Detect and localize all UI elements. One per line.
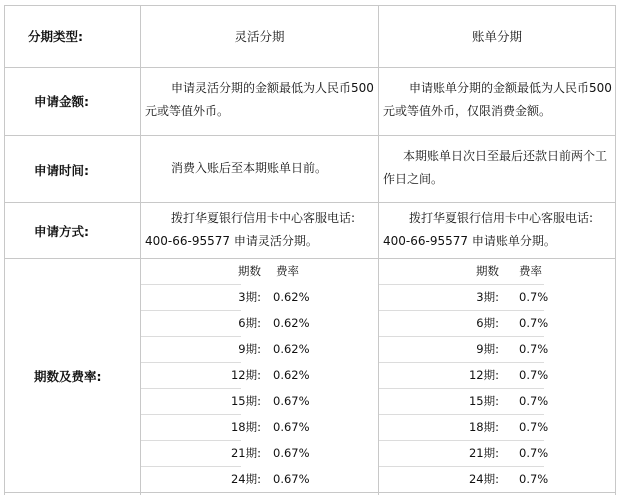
flexible-time-text: 消费入账后至本期账单日前。	[171, 161, 328, 175]
bill-installment-heading: 账单分期	[471, 29, 522, 44]
flexible-rate-row	[141, 284, 378, 310]
rate-value: 0.62%	[273, 342, 310, 356]
flexible-installment-heading: 灵活分期	[234, 29, 285, 44]
period-value: 6期:	[238, 316, 261, 330]
period-value: 21期:	[468, 446, 499, 460]
row-divider	[4, 67, 616, 68]
flexible-rate-row	[141, 440, 378, 466]
bill-rate-row	[379, 310, 615, 336]
rate-value: 0.62%	[273, 368, 310, 382]
bill-method-text: 拨打华夏银行信用卡中心客服电话: 400-66-95577 申请账单分期。	[383, 211, 594, 248]
period-column-header: 期数	[238, 264, 261, 278]
installment-type-label: 分期类型:	[28, 29, 83, 44]
period-value: 3期:	[476, 290, 499, 304]
rate-value: 0.7%	[519, 472, 549, 486]
rate-column-header: 费率	[276, 264, 299, 278]
rate-value: 0.67%	[273, 472, 310, 486]
rate-value: 0.62%	[273, 290, 310, 304]
time-label: 申请时间:	[34, 163, 89, 178]
period-value: 24期:	[230, 472, 261, 486]
bill-rate-row	[379, 466, 615, 492]
period-value: 6期:	[476, 316, 499, 330]
rate-value: 0.7%	[519, 394, 549, 408]
flexible-method-text: 拨打华夏银行信用卡中心客服电话: 400-66-95577 申请灵活分期。	[145, 211, 356, 248]
period-value: 12期:	[230, 368, 261, 382]
rate-value: 0.7%	[519, 290, 549, 304]
rate-column-header: 费率	[519, 264, 542, 278]
period-column-header: 期数	[476, 264, 499, 278]
flexible-amount-text: 申请灵活分期的金额最低为人民币500 元或等值外币。	[145, 81, 374, 118]
row-divider	[4, 135, 616, 136]
table-border-left	[4, 5, 5, 495]
rate-value: 0.7%	[519, 368, 549, 382]
period-value: 18期:	[230, 420, 261, 434]
flexible-rate-row	[141, 414, 378, 440]
rate-value: 0.7%	[519, 420, 549, 434]
flexible-rates-header	[141, 258, 378, 284]
bill-rate-row	[379, 388, 615, 414]
rate-value: 0.7%	[519, 316, 549, 330]
flexible-rate-row	[141, 362, 378, 388]
period-value: 9期:	[476, 342, 499, 356]
bill-time-text: 本期账单日次日至最后还款日前两个工 作日之间。	[383, 149, 608, 186]
method-label: 申请方式:	[34, 224, 89, 239]
period-value: 15期:	[230, 394, 261, 408]
period-value: 21期:	[230, 446, 261, 460]
bill-rate-row	[379, 336, 615, 362]
period-value: 12期:	[468, 368, 499, 382]
bill-rate-row	[379, 362, 615, 388]
rates-label: 期数及费率:	[34, 369, 102, 384]
period-value: 3期:	[238, 290, 261, 304]
amount-label: 申请金额:	[34, 94, 89, 109]
row-divider	[4, 202, 616, 203]
bill-amount-text: 申请账单分期的金额最低为人民币500 元或等值外币，仅限消费金额。	[383, 81, 612, 118]
table-border-top	[4, 5, 616, 6]
rate-value: 0.67%	[273, 446, 310, 460]
rate-value: 0.67%	[273, 420, 310, 434]
bill-rates-header	[379, 258, 615, 284]
rate-value: 0.7%	[519, 446, 549, 460]
flexible-rate-row	[141, 388, 378, 414]
flexible-rate-row	[141, 466, 378, 492]
period-value: 18期:	[468, 420, 499, 434]
flexible-rate-row	[141, 336, 378, 362]
bill-rate-row	[379, 440, 615, 466]
bill-rate-row	[379, 414, 615, 440]
period-value: 9期:	[238, 342, 261, 356]
period-value: 24期:	[468, 472, 499, 486]
rate-value: 0.7%	[519, 342, 549, 356]
rate-value: 0.67%	[273, 394, 310, 408]
bill-rate-row	[379, 284, 615, 310]
rate-value: 0.62%	[273, 316, 310, 330]
flexible-rate-row	[141, 310, 378, 336]
table-border-right	[615, 5, 616, 495]
table-border-bottom	[4, 492, 616, 493]
period-value: 15期:	[468, 394, 499, 408]
